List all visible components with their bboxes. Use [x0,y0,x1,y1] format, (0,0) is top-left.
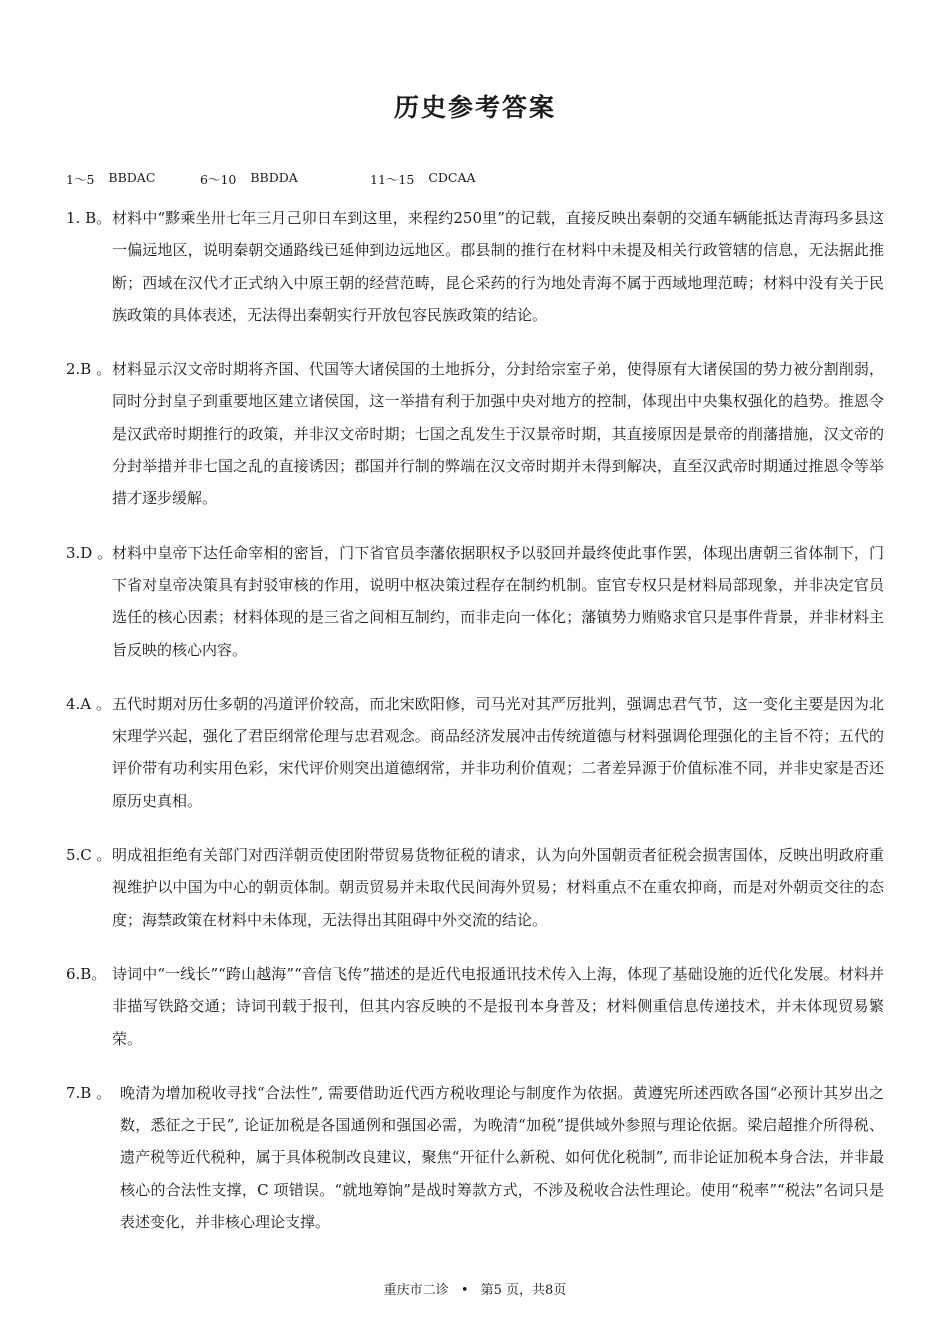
answer-key-group [200,170,370,188]
question-number: 2.B 。 [66,360,112,379]
question-number: 4.A 。 [66,694,111,713]
explanation-text: 材料显示汉文帝时期将齐国、代国等大诸侯国的土地拆分，分封给宗室子弟，使得原有大诸侯国的势力被分割削弱，同时分封皇子到重要地区建立诸侯国，这一举措有利于加强中央对地方的控制，体现出中央集权强化的趋势。推恩令是汉武帝时期推行的政策，并非汉文帝时期；七国之乱发生于汉景帝时期，其直接原因是景帝的削藩措施，汉文帝的分封举措并非七国之乱的直接诱因；郡国并行制的弊端在汉文帝时期并未得到解决，直至汉武帝时期通过推恩令等举措才逐步缓解。 [112,360,884,508]
explanation-text: 材料中皇帝下达任命宰相的密旨，门下省官员李藩依据职权予以驳回并最终使此事作罢，体现出唐朝三省体制下，门下省对皇帝决策具有封驳审核的作用，说明中枢决策过程存在制约机制。宦官专权只是材料局部现象，并非决定官员选任的核心因素；材料体现的是三省之间相互制约，而非走向一体化；藩镇势力贿赂求官只是事件背景，并非材料主旨反映的核心内容。 [112,543,884,659]
question-number: 7.B 。 [66,1083,112,1102]
page-title: 历史参考答案 [393,93,556,122]
answer-key-answers: BBDDA [250,170,298,185]
page-footer [0,1279,950,1298]
explanation-item [66,839,884,936]
explanation-text: 诗词中“一线长”“跨山越海”“音信飞传”描述的是近代电报通讯技术传入上海，体现了基础设施的近代化发展。材料并非描写铁路交通；诗词刊载于报刊，但其内容反映的不是报刊本身普及；材料侧重信息传递技术，并未体现贸易繁荣。 [112,964,884,1048]
question-number: 3.D 。 [66,543,113,562]
answer-key-row [66,170,476,188]
answer-key-answers: BBDAC [108,170,156,185]
explanation-text: 晚清为增加税收寻找“合法性”, 需要借助近代西方税收理论与制度作为依据。黄遵宪所述西欧各国“必预计其岁出之数，悉征之于民”, 论证加税是各国通例和强国必需，为晚清“加税”提供域外参照与理论依据。梁启超推介所得税、遗产税等近代税种，属于具体税制改良建议，聚焦“开征什么新税、如何优化税制”, 而非论证加税本身合法，并非最核心的合法性支撑，C 项错误。“就地筹饷”是战时筹款方式，不涉及税收合法性理论。使用“税率”“税法”名词只是表述变化，并非核心理论支撑。 [120,1083,884,1232]
exam-name: 重庆市二诊 [383,1283,449,1298]
explanation-text: 五代时期对历仕多朝的冯道评价较高，而北宋欧阳修，司马光对其严厉批判，强调忠君气节，这一变化主要是因为北宋理学兴起，强化了君臣纲常伦理与忠君观念。商品经济发展冲击传统道德与材料强调伦理强化的主旨不符；五代的评价带有功利实用色彩，宋代评价则突出道德纲常，并非功利价值观；二者差异源于价值标准不同，并非史家是否还原历史真相。 [112,694,884,810]
explanation-item [66,202,884,331]
question-number: 1. B。 [66,209,112,227]
answer-key-group [66,170,200,188]
answer-key-group [370,170,476,188]
answer-key-range: 6～10 [200,172,237,187]
question-number: 5.C 。 [66,846,112,865]
answer-key-answers: CDCAA [428,170,476,185]
explanation-text: 材料中“黟乘坐卅七年三月己卯日车到这里，来程约250里”的记载，直接反映出秦朝的交通车辆能抵达青海玛多县这一偏远地区，说明秦朝交通路线已延伸到边远地区。郡县制的推行在材料中未提及相关行政管辖的信息，无法据此推断；西域在汉代才正式纳入中原王朝的经营范畴，昆仑采药的行为地处青海不属于西域地理范畴；材料中没有关于民族政策的具体表述，无法得出秦朝实行开放包容民族政策的结论。 [112,209,884,324]
explanation-item [66,688,884,817]
explanation-text: 明成祖拒绝有关部门对西洋朝贡使团附带贸易货物征税的请求，认为向外国朝贡者征税会损害国体，反映出明政府重视维护以中国为中心的朝贡体制。朝贡贸易并未取代民间海外贸易；材料重点不在重农抑商，而是对外朝贡交往的态度；海禁政策在材料中未体现，无法得出其阻碍中外交流的结论。 [112,846,884,929]
answer-explanations [66,202,884,1260]
footer-separator: • [460,1283,469,1298]
answer-key-range: 11～15 [370,172,415,187]
explanation-item [66,353,884,514]
answer-key-range: 1～5 [66,172,95,187]
explanation-item [66,1077,884,1238]
question-number: 6.B。 [66,964,107,983]
page-number: 第5 页，共8页 [480,1283,567,1298]
explanation-item [66,537,884,666]
explanation-item [66,958,884,1055]
